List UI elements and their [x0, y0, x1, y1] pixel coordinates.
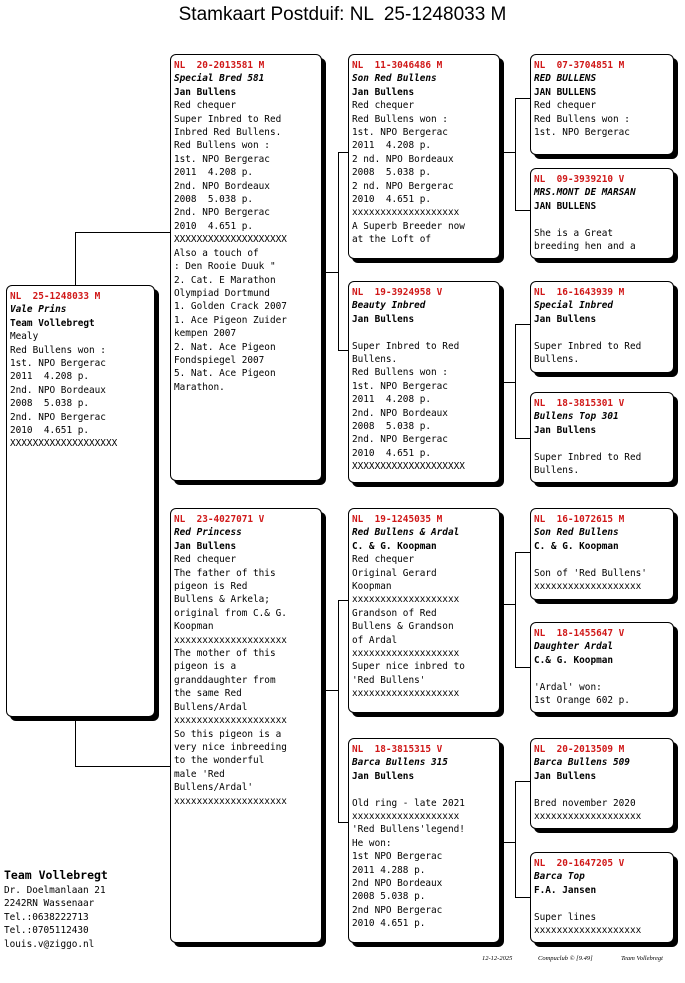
card-text-line: He won:: [352, 837, 392, 849]
ring-number: NL 19-3924958 V: [352, 287, 443, 298]
card-text-line: 2nd. NPO Bergerac: [352, 434, 448, 446]
owner-email: louis.v@ziggo.nl: [4, 938, 95, 950]
ring-number: NL 18-3815301 V: [534, 398, 625, 409]
card-text-line: kempen 2007: [174, 328, 237, 340]
connector: [338, 600, 348, 601]
card-text-line: 2 nd. NPO Bordeaux: [352, 153, 454, 165]
card-text-line: 2008 5.038 p.: [352, 421, 432, 433]
card-text-line: Bred november 2020: [534, 797, 636, 809]
card-text-line: Red chequer: [174, 554, 237, 566]
ring-number: NL 09-3939210 V: [534, 174, 625, 185]
connector: [515, 98, 516, 210]
pedigree-card-mother: [170, 508, 322, 943]
connector: [322, 690, 338, 691]
breeder-name: F.A. Jansen: [534, 884, 597, 896]
pedigree-card-subject: [6, 285, 155, 717]
connector: [515, 98, 530, 99]
card-text-line: 2008 5.038 p.: [174, 194, 254, 206]
pedigree-card-fmf: [530, 281, 674, 373]
card-text-line: xxxxxxxxxxxxxxxxxxxx: [174, 715, 287, 727]
card-text-line: 2010 4.651 p.: [174, 220, 254, 232]
card-text-line: 1. Ace Pigeon Zuider: [174, 314, 287, 326]
card-text-line: Red chequer: [534, 100, 597, 112]
card-text-line: 2nd NPO Bergerac: [352, 904, 443, 916]
card-text-line: breeding hen and a: [534, 241, 636, 253]
card-text-line: [534, 783, 670, 796]
card-text-line: Super Inbred to Red: [174, 113, 282, 125]
connector: [515, 324, 516, 438]
connector: [75, 232, 170, 233]
ring-number: NL 20-2013581 M: [174, 60, 265, 71]
card-text-line: 'Red Bullens'legend!: [352, 824, 465, 836]
card-text-line: 1st. NPO Bergerac: [174, 153, 270, 165]
card-text-line: 2010 4.651 p.: [352, 447, 432, 459]
card-text-line: xxxxxxxxxxxxxxxxxxx: [534, 925, 642, 937]
connector: [515, 324, 530, 325]
card-text-line: Bullens.: [534, 354, 580, 366]
card-text-line: Bullens.: [352, 354, 398, 366]
pigeon-name: RED BULLENS: [534, 73, 597, 85]
card-text-line: 2010 4.651 p.: [352, 194, 432, 206]
connector: [338, 152, 348, 153]
card-text-line: Red Bullens won :: [10, 344, 106, 356]
card-text-line: 5. Nat. Ace Pigeon: [174, 368, 276, 380]
card-text-line: original from C.& G.: [174, 607, 287, 619]
card-text-line: 1. Golden Crack 2007: [174, 301, 287, 313]
pigeon-name: Son Red Bullens: [352, 73, 437, 85]
breeder-name: Jan Bullens: [534, 424, 597, 436]
card-text-line: XXXXXXXXXXXXXXXXXXXX: [352, 461, 465, 473]
pedigree-card-mff: [530, 508, 674, 600]
pigeon-name: Vale Prins: [10, 304, 67, 316]
footer-team: Team Vollebregt: [621, 955, 663, 962]
pedigree-card-mother-mother: [348, 738, 500, 943]
card-text-line: 2011 4.208 p.: [10, 371, 90, 383]
card-text-line: xxxxxxxxxxxxxxxxxxxx: [174, 795, 287, 807]
card-text-line: [352, 783, 496, 796]
card-text-line: pigeon is Red: [174, 581, 248, 593]
ring-number: NL 20-2013509 M: [534, 744, 625, 755]
breeder-name: JAN BULLENS: [534, 86, 597, 98]
card-text-line: 2008 5.038 p.: [10, 398, 90, 410]
owner-phone: Tel.:0705112430: [4, 925, 89, 937]
card-text-line: 2. Cat. E Marathon: [174, 274, 276, 286]
breeder-name: JAN BULLENS: [534, 200, 597, 212]
card-text-line: xxxxxxxxxxxxxxxxxxx: [534, 811, 642, 823]
card-text-line: Red Bullens won :: [352, 367, 448, 379]
card-text-line: Bullens & Grandson: [352, 621, 454, 633]
card-text-line: Olympiad Dortmund: [174, 287, 270, 299]
card-text-line: [534, 437, 670, 450]
pigeon-name: Special Bred 581: [174, 73, 265, 85]
connector: [515, 552, 530, 553]
connector: [338, 600, 339, 822]
card-text-line: She is a Great: [534, 227, 614, 239]
card-text-line: granddaughter from: [174, 674, 276, 686]
connector: [338, 152, 339, 350]
card-text-line: [534, 326, 670, 339]
ring-number: NL 20-1647205 V: [534, 858, 625, 869]
card-text-line: The mother of this: [174, 648, 276, 660]
connector: [75, 766, 170, 767]
card-text-line: Koopman: [174, 621, 214, 633]
card-text-line: [534, 553, 670, 566]
connector: [515, 667, 530, 668]
connector: [515, 552, 516, 667]
card-text-line: Red chequer: [352, 554, 415, 566]
card-text-line: Son of 'Red Bullens': [534, 567, 647, 579]
ring-number: NL 11-3046486 M: [352, 60, 443, 71]
card-text-line: [534, 213, 670, 226]
footer-date: 12-12-2025: [482, 955, 513, 962]
card-text-line: 2nd. NPO Bergerac: [174, 207, 270, 219]
card-text-line: 2008 5.038 p.: [352, 167, 432, 179]
pigeon-name: Son Red Bullens: [534, 527, 619, 539]
pigeon-name: Red Bullens & Ardal: [352, 527, 460, 539]
card-text-line: Bullens & Arkela;: [174, 594, 270, 606]
card-text-line: 1st NPO Bergerac: [352, 851, 443, 863]
connector: [500, 152, 515, 153]
card-text-line: at the Loft of: [352, 234, 432, 246]
card-text-line: Super Inbred to Red: [352, 340, 460, 352]
connector: [515, 781, 516, 897]
card-text-line: Bullens/Ardal: [174, 701, 248, 713]
card-text-line: Grandson of Red: [352, 607, 437, 619]
card-text-line: Super Inbred to Red: [534, 340, 642, 352]
pedigree-card-fff: [530, 54, 674, 155]
pedigree-card-father-mother: [348, 281, 500, 483]
card-text-line: XXXXXXXXXXXXXXXXXXXX: [174, 234, 287, 246]
card-text-line: 2010 4.651 p.: [10, 425, 90, 437]
card-text-line: Red Bullens won :: [174, 140, 270, 152]
ring-number: NL 16-1072615 M: [534, 514, 625, 525]
breeder-name: Jan Bullens: [352, 86, 415, 98]
card-text-line: very nice inbreeding: [174, 741, 287, 753]
pigeon-name: Daughter Ardal: [534, 641, 614, 653]
breeder-name: C. & G. Koopman: [352, 540, 437, 552]
card-text-line: 1st. NPO Bergerac: [534, 127, 630, 139]
card-text-line: 1st. NPO Bergerac: [10, 358, 106, 370]
pedigree-card-mfm: [530, 622, 674, 713]
card-text-line: Fondspiegel 2007: [174, 354, 265, 366]
pedigree-card-ffm: [530, 168, 674, 259]
card-text-line: 2011 4.208 p.: [352, 140, 432, 152]
pedigree-card-fmm: [530, 392, 674, 483]
card-text-line: 'Red Bullens': [352, 674, 426, 686]
card-text-line: 2 nd. NPO Bergerac: [352, 180, 454, 192]
card-text-line: The father of this: [174, 567, 276, 579]
pedigree-card-mmf: [530, 738, 674, 829]
breeder-name: Team Vollebregt: [10, 317, 95, 329]
connector: [75, 232, 76, 285]
card-text-line: Super nice inbred to: [352, 661, 465, 673]
breeder-name: Jan Bullens: [174, 86, 237, 98]
ring-number: NL 07-3704851 M: [534, 60, 625, 71]
card-text-line: Marathon.: [174, 381, 225, 393]
owner-phone: Tel.:0638222713: [4, 911, 89, 923]
card-text-line: xxxxxxxxxxxxxxxxxxx: [352, 207, 460, 219]
owner-address-line: Dr. Doelmanlaan 21: [4, 885, 106, 896]
card-text-line: xxxxxxxxxxxxxxxxxxx: [534, 581, 642, 593]
breeder-name: C. & G. Koopman: [534, 540, 619, 552]
card-text-line: 2nd NPO Bordeaux: [352, 878, 443, 890]
card-text-line: 2011 4.208 p.: [352, 394, 432, 406]
card-text-line: 2nd. NPO Bergerac: [10, 411, 106, 423]
connector: [515, 781, 530, 782]
card-text-line: Bullens.: [534, 465, 580, 477]
breeder-name: Jan Bullens: [352, 770, 415, 782]
owner-name: Team Vollebregt: [4, 868, 108, 882]
card-text-line: 2nd. NPO Bordeaux: [352, 407, 448, 419]
card-text-line: Red chequer: [174, 100, 237, 112]
card-text-line: So this pigeon is a: [174, 728, 282, 740]
card-text-line: of Ardal: [352, 634, 398, 646]
pigeon-name: Special Inbred: [534, 300, 614, 312]
pigeon-name: Bullens Top 301: [534, 411, 619, 423]
breeder-name: Jan Bullens: [352, 313, 415, 325]
card-text-line: xxxxxxxxxxxxxxxxxxx: [352, 648, 460, 660]
connector: [338, 350, 348, 351]
ring-number: NL 16-1643939 M: [534, 287, 625, 298]
card-text-line: Mealy: [10, 331, 39, 343]
card-text-line: A Superb Breeder now: [352, 220, 465, 232]
card-text-line: : Den Rooie Duuk ": [174, 261, 276, 273]
pigeon-name: Barca Top: [534, 871, 585, 883]
card-text-line: Also a touch of: [174, 247, 259, 259]
ring-number: NL 19-1245035 M: [352, 514, 443, 525]
connector: [515, 438, 530, 439]
card-text-line: xxxxxxxxxxxxxxxxxxx: [352, 811, 460, 823]
connector: [322, 272, 338, 273]
card-text-line: 2008 5.038 p.: [352, 891, 426, 903]
card-text-line: Old ring - late 2021: [352, 797, 465, 809]
card-text-line: [352, 326, 496, 339]
card-text-line: XXXXXXXXXXXXXXXXXXX: [10, 438, 118, 450]
card-text-line: Red chequer: [352, 100, 415, 112]
card-text-line: Super lines: [534, 911, 597, 923]
owner-block: [4, 866, 108, 951]
card-text-line: 2. Nat. Ace Pigeon: [174, 341, 276, 353]
connector: [500, 842, 515, 843]
owner-address-line: 2242RN Wassenaar: [4, 898, 95, 910]
card-text-line: to the wonderful: [174, 755, 265, 767]
card-text-line: 1st Orange 602 p.: [534, 695, 630, 707]
pigeon-name: Barca Bullens 315: [352, 757, 448, 769]
card-text-line: 2010 4.651 p.: [352, 918, 426, 930]
connector: [500, 604, 515, 605]
pedigree-card-father: [170, 54, 322, 481]
pigeon-name: Beauty Inbred: [352, 300, 426, 312]
pedigree-card-mother-father: [348, 508, 500, 713]
card-text-line: 2nd. NPO Bordeaux: [10, 384, 106, 396]
connector: [500, 382, 515, 383]
card-text-line: 'Ardal' won:: [534, 681, 602, 693]
card-text-line: male 'Red: [174, 768, 225, 780]
pigeon-name: MRS.MONT DE MARSAN: [534, 187, 636, 199]
card-text-line: Red Bullens won :: [352, 113, 448, 125]
card-text-line: [534, 667, 670, 680]
pigeon-name: Red Princess: [174, 527, 242, 539]
ring-number: NL 18-1455647 V: [534, 628, 625, 639]
card-text-line: Koopman: [352, 581, 392, 593]
card-text-line: 2nd. NPO Bordeaux: [174, 180, 270, 192]
card-text-line: xxxxxxxxxxxxxxxxxxxx: [174, 634, 287, 646]
card-text-line: Original Gerard: [352, 567, 437, 579]
card-text-line: 1st. NPO Bergerac: [352, 127, 448, 139]
card-text-line: pigeon is a: [174, 661, 237, 673]
pigeon-name: Barca Bullens 509: [534, 757, 630, 769]
page-title: Stamkaart Postduif: NL 25-1248033 M: [178, 4, 507, 25]
ring-number: NL 25-1248033 M: [10, 291, 101, 302]
pedigree-card-father-father: [348, 54, 500, 259]
card-text-line: the same Red: [174, 688, 242, 700]
card-text-line: [534, 897, 670, 910]
ring-number: NL 23-4027071 V: [174, 514, 265, 525]
card-text-line: Super Inbred to Red: [534, 451, 642, 463]
breeder-name: Jan Bullens: [534, 313, 597, 325]
card-text-line: xxxxxxxxxxxxxxxxxxx: [352, 688, 460, 700]
breeder-name: Jan Bullens: [174, 540, 237, 552]
card-text-line: Bullens/Ardal': [174, 782, 254, 794]
ring-number: NL 18-3815315 V: [352, 744, 443, 755]
connector: [338, 822, 348, 823]
connector: [515, 210, 530, 211]
footer-software: Compuclub © [9.49]: [538, 955, 593, 962]
card-text-line: Red Bullens won :: [534, 113, 630, 125]
card-text-line: 2011 4.208 p.: [174, 167, 254, 179]
breeder-name: Jan Bullens: [534, 770, 597, 782]
card-text-line: 2011 4.288 p.: [352, 864, 426, 876]
card-text-line: Inbred Red Bullens.: [174, 127, 282, 139]
connector: [515, 897, 530, 898]
breeder-name: C.& G. Koopman: [534, 654, 614, 666]
pedigree-card-mmm: [530, 852, 674, 943]
card-text-line: xxxxxxxxxxxxxxxxxxx: [352, 594, 460, 606]
connector: [75, 720, 76, 766]
card-text-line: 1st. NPO Bergerac: [352, 380, 448, 392]
